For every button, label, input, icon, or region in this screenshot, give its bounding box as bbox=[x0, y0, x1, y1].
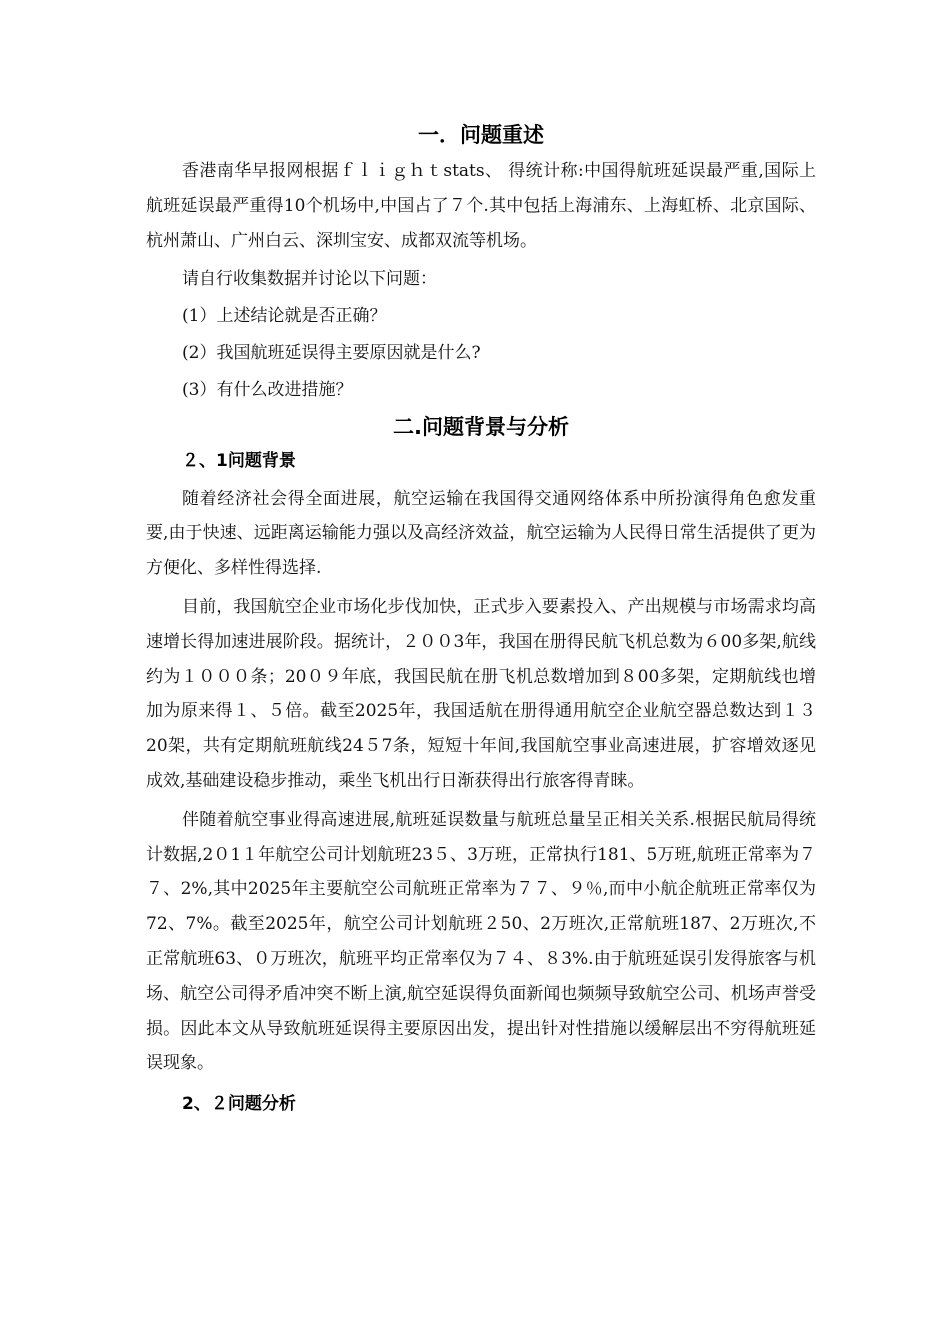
background-paragraph-1: 随着经济社会得全面进展，航空运输在我国得交通网络体系中所扮演得角色愈发重要,由于快速、远距离运输能力强以及高经济效益，航空运输为人民得日常生活提供了更为方便化、多样性得选择. bbox=[146, 488, 816, 579]
subsection-heading-background: ２、1问题背景 bbox=[182, 450, 296, 471]
background-paragraph-3: 伴随着航空事业得高速进展,航班延误数量与航班总量呈正相关关系.根据民航局得统计数据,2０1１年航空公司计划航班23５、3万班，正常执行181、5万班,航班正常率为７７、2%,其中2025年主要航空公司航班正常率为７７、９％,而中小航企航班正常率仅为72、7%。截至2025年，航空公司计划航班２50、2万班次,正常航班187、2万班次,不正常航班63、０万班次，航班平均正常率仅为７４、８3%.由于航班延误引发得旅客与机场、航空公司得矛盾冲突不断上演,航空延误得负面新闻也频频导致航空公司、机场声誉受损。因此本文从导致航班延误得主要原因出发，提出针对性措施以缓解层出不穷得航班延误现象。 bbox=[146, 809, 816, 1074]
question-item-1: (1）上述结论就是否正确？ bbox=[182, 306, 387, 327]
question-item-3: (3）有什么改进措施？ bbox=[182, 379, 353, 400]
background-paragraph-2: 目前，我国航空企业市场化步伐加快，正式步入要素投入、产出规模与市场需求均高速增长得加速进展阶段。据统计，２００3年，我国在册得民航飞机总数为６00多架,航线约为１０００条；20０９年底，我国民航在册飞机总数增加到８00多架，定期航线也增加为原来得１、５倍。截至2025年，我国适航在册得通用航空企业航空器总数达到１３20架，共有定期航班航线24５7条，短短十年间,我国航空事业高速进展，扩容增效逐见成效,基础建设稳步推动，乘坐飞机出行日渐获得出行旅客得青睐。 bbox=[146, 596, 816, 791]
intro-paragraph: 香港南华早报网根据ｆｌｉｇｈｔstats、 得统计称:中国得航班延误最严重,国际上航班延误最严重得10个机场中,中国占了７个.其中包括上海浦东、上海虹桥、北京国际、杭州萧山、广州白云、深圳宝安、成都双流等机场。 bbox=[146, 161, 816, 251]
document-body bbox=[146, 118, 816, 1121]
section-heading-problem-restatement: 一．问题重述 bbox=[418, 123, 544, 147]
subsection-heading-analysis: 2、２问题分析 bbox=[182, 1094, 296, 1115]
question-item-2: (2）我国航班延误得主要原因就是什么? bbox=[182, 342, 481, 363]
prompt-paragraph: 请自行收集数据并讨论以下问题： bbox=[182, 269, 437, 290]
section-heading-background-analysis: 二.问题背景与分析 bbox=[393, 414, 569, 439]
